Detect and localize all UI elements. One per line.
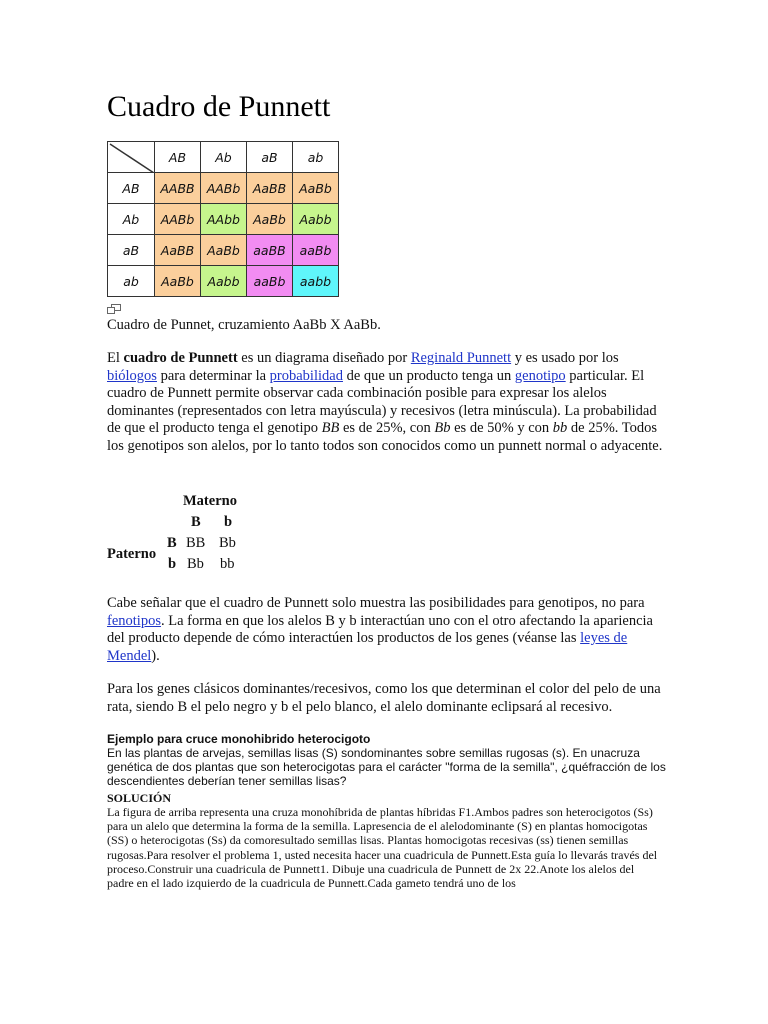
row-header: b: [168, 556, 177, 572]
page-title: Cuadro de Punnett: [107, 90, 331, 123]
column-header: b: [224, 514, 233, 530]
grid-header-cell: Ab: [201, 142, 247, 173]
grid-header-cell: AB: [155, 142, 201, 173]
grid-row: [108, 204, 339, 235]
grid-cell: AAbb: [201, 204, 247, 235]
text: . La forma en que los alelos B y b interactúan uno con el otro afectando la apariencia del producto depende de cómo interactúen los productos de los genes (véanse las: [107, 612, 653, 647]
genotype-cell: Bb: [219, 535, 236, 551]
genotype-cell: bb: [220, 556, 235, 572]
text: particular. El cuadro de Punnett permite observar cada combinación posible para expresar los alelos dominantes (representados con letra mayúscula) y recesivos (letra minúscula). La probabilidad de que el producto tenga el genotipo: [107, 367, 657, 437]
text: ).: [151, 647, 160, 664]
diagonal-line-icon: [108, 142, 154, 173]
paterno-label: Paterno: [107, 546, 157, 562]
text: de que un producto tenga un: [342, 367, 515, 384]
enlarge-icon[interactable]: [107, 304, 121, 314]
grid-row-label: aB: [108, 235, 155, 266]
grid-header-row: [108, 142, 339, 173]
grid-cell: AABB: [155, 173, 201, 204]
grid-cell: aaBb: [293, 235, 339, 266]
text: para determinar la: [156, 367, 270, 384]
link-probabilidad[interactable]: probabilidad: [269, 367, 343, 384]
materno-label: Materno: [183, 493, 237, 509]
link-fenotipos[interactable]: fenotipos: [107, 612, 161, 629]
text: es de 50% y con: [450, 420, 553, 437]
grid-row-label: ab: [108, 266, 155, 297]
grid-row: [108, 173, 339, 204]
grid-cell: AaBb: [201, 235, 247, 266]
grid-cell: AaBB: [155, 235, 201, 266]
grid-cell: Aabb: [293, 204, 339, 235]
dominance-paragraph: Para los genes clásicos dominantes/recesivos, como los que determinan el color del pelo de una rata, siendo B el pelo negro y b el pelo blanco, el alelo dominante eclipsará al recesivo.: [107, 681, 661, 715]
column-header: B: [191, 514, 201, 530]
link-genotipo[interactable]: genotipo: [514, 367, 566, 384]
link-leyes-de-mendel[interactable]: leyes de Mendel: [107, 630, 628, 664]
grid-cell: aaBB: [247, 235, 293, 266]
grid-row-label: AB: [108, 173, 155, 204]
genotype-cell: Bb: [187, 556, 204, 572]
grid-cell: AaBB: [247, 173, 293, 204]
text: y es usado por los: [511, 350, 619, 366]
italic-term: BB: [321, 420, 340, 437]
grid-row: [108, 235, 339, 266]
grid-row-label: Ab: [108, 204, 155, 235]
phenotype-paragraph: [107, 595, 663, 665]
grid-cell: AaBb: [155, 266, 201, 297]
grid-header-cell: ab: [293, 142, 339, 173]
example-body: En las plantas de arvejas, semillas lisas (S) sondominantes sobre semillas rugosas (s). En unacruza genética de dos plantas que son heterocigotas para el carácter "forma de la semilla", ¿quéfracción de los descendientes deberían tener semillas lisas?: [107, 746, 666, 788]
grid-cell: aaBb: [247, 266, 293, 297]
italic-term: bb: [552, 420, 568, 437]
intro-paragraph: [107, 350, 663, 456]
text: Cabe señalar que el cuadro de Punnett solo muestra las posibilidades para genotipos, no para: [107, 595, 645, 611]
punnett-grid: [107, 141, 339, 297]
grid-cell: AaBb: [293, 173, 339, 204]
grid-cell: aabb: [293, 266, 339, 297]
grid-cell: AABb: [155, 204, 201, 235]
solution-heading: SOLUCIÓN: [107, 791, 172, 805]
text: de 25%. Todos los genotipos son alelos, por lo tanto todos son conocidos como un punnett normal o adyacente.: [107, 420, 663, 454]
link-reginald-punnett[interactable]: Reginald Punnett: [410, 350, 512, 366]
bold-term: cuadro de Punnett: [123, 350, 238, 366]
solution-body: La figura de arriba representa una cruza monohíbrida de plantas híbridas F1.Ambos padres son heterocigotos (Ss) para un alelo que determina la forma de la semilla. Lapresencia de el alelodominante (S) en plantas homocigotas (SS) o heterocigotas (Ss) da comoresultado semillas lisas. Plantas homocigotas recesivas (ss) tienen semillas rugosas.Para resolver el problema 1, usted necesita hacer una cuadricula de Punnett.Esta guía lo llevarás través del proceso.Construir una cuadricula de Punnett1. Dibuje una cuadricula de Punnett de 2x 22.Anote los alelos del padre en el lado izquierdo de la cuadricula de Punnett.Cada gameto tendrá uno de los: [107, 805, 658, 891]
grid-cell: Aabb: [201, 266, 247, 297]
text: es un diagrama diseñado por: [237, 350, 411, 366]
example-heading: Ejemplo para cruce monohibrido heterocigoto: [107, 732, 371, 746]
grid-cell: AABb: [201, 173, 247, 204]
text: El: [107, 350, 124, 366]
row-header: B: [167, 535, 177, 551]
text: es de 25%, con: [339, 420, 435, 437]
image-caption: Cuadro de Punnet, cruzamiento AaBb X AaBb.: [107, 317, 381, 333]
grid-corner: [108, 142, 155, 173]
grid-header-cell: aB: [247, 142, 293, 173]
grid-cell: AaBb: [247, 204, 293, 235]
grid-row: [108, 266, 339, 297]
link-biologos[interactable]: biólogos: [107, 367, 157, 384]
genotype-cell: BB: [186, 535, 206, 551]
italic-term: Bb: [434, 420, 451, 437]
